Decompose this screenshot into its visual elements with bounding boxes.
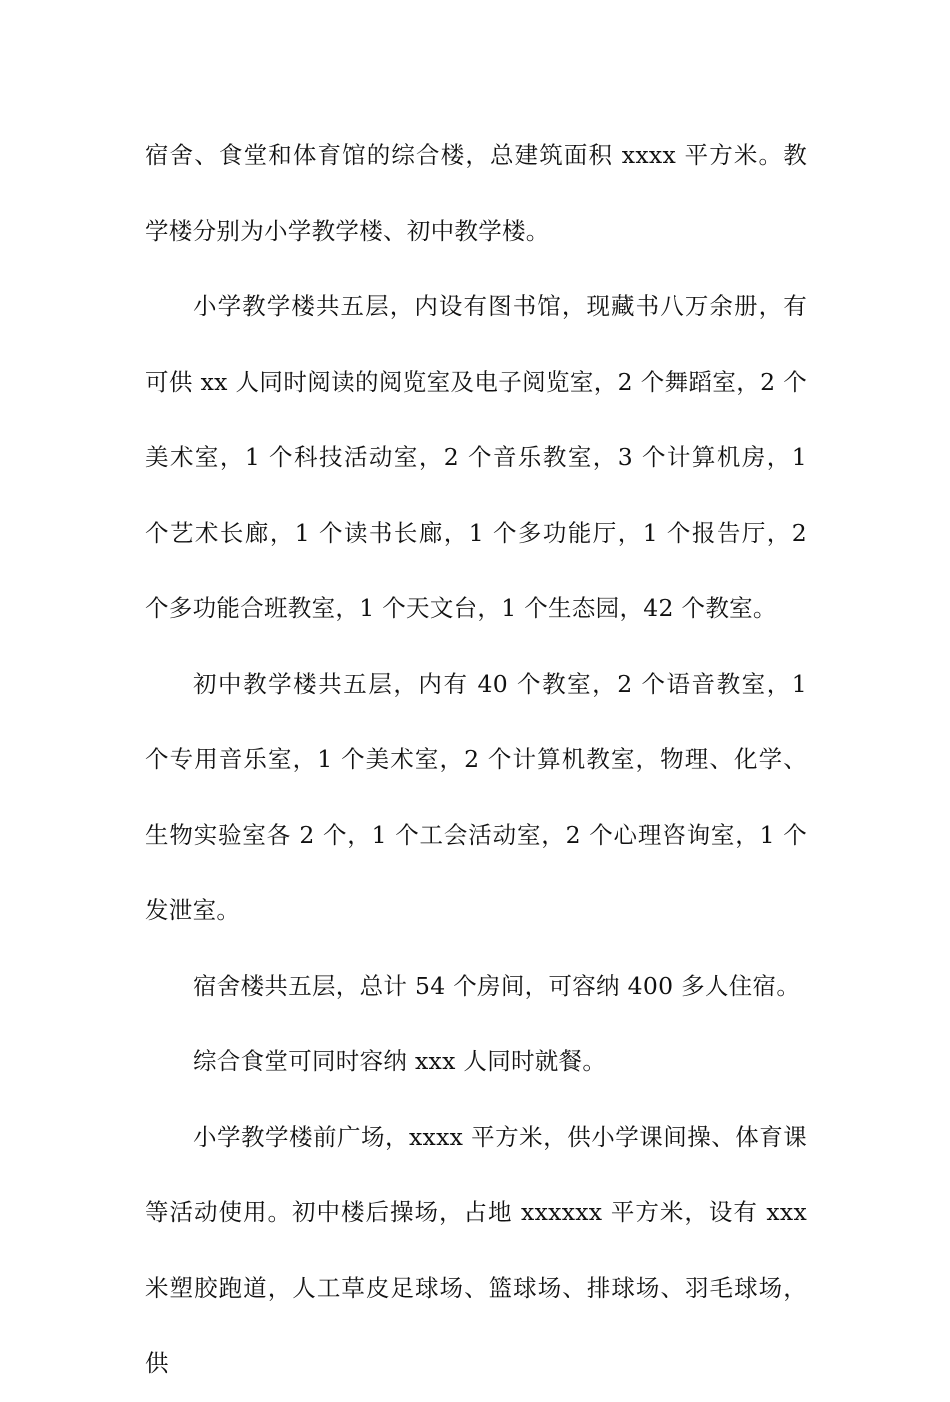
paragraph-dormitory: 宿舍楼共五层，总计 54 个房间，可容纳 400 多人住宿。 (193, 971, 801, 1000)
document-body (145, 118, 807, 1402)
paragraph-canteen: 综合食堂可同时容纳 xxx 人同时就餐。 (193, 1047, 607, 1075)
paragraph-building-overview: 宿舍、食堂和体育馆的综合楼，总建筑面积 xxxx 平方米。教学楼分别为小学教学楼、初中教学楼。 (145, 141, 807, 245)
paragraph-sports-facilities: 小学教学楼前广场，xxxx 平方米，供小学课间操、体育课等活动使用。初中楼后操场，占地 xxxxxx 平方米，设有 xxx 米塑胶跑道，人工草皮足球场、篮球场、排球场、羽毛球场，供 (145, 1122, 807, 1377)
paragraph-junior-building: 初中教学楼共五层，内有 40 个教室，2 个语音教室，1 个专用音乐室，1 个美术室，2 个计算机教室，物理、化学、生物实验室各 2 个，1 个工会活动室，2 个心理咨询室，1 个发泄室。 (145, 669, 807, 924)
paragraph-primary-building: 小学教学楼共五层，内设有图书馆，现藏书八万余册，有可供 xx 人同时阅读的阅览室及电子阅览室，2 个舞蹈室，2 个美术室，1 个科技活动室，2 个音乐教室，3 个计算机房，1 个艺术长廊，1 个读书长廊，1 个多功能厅，1 个报告厅，2 个多功能合班教室，1 个天文台，1 个生态园，42 个教室。 (145, 292, 807, 622)
